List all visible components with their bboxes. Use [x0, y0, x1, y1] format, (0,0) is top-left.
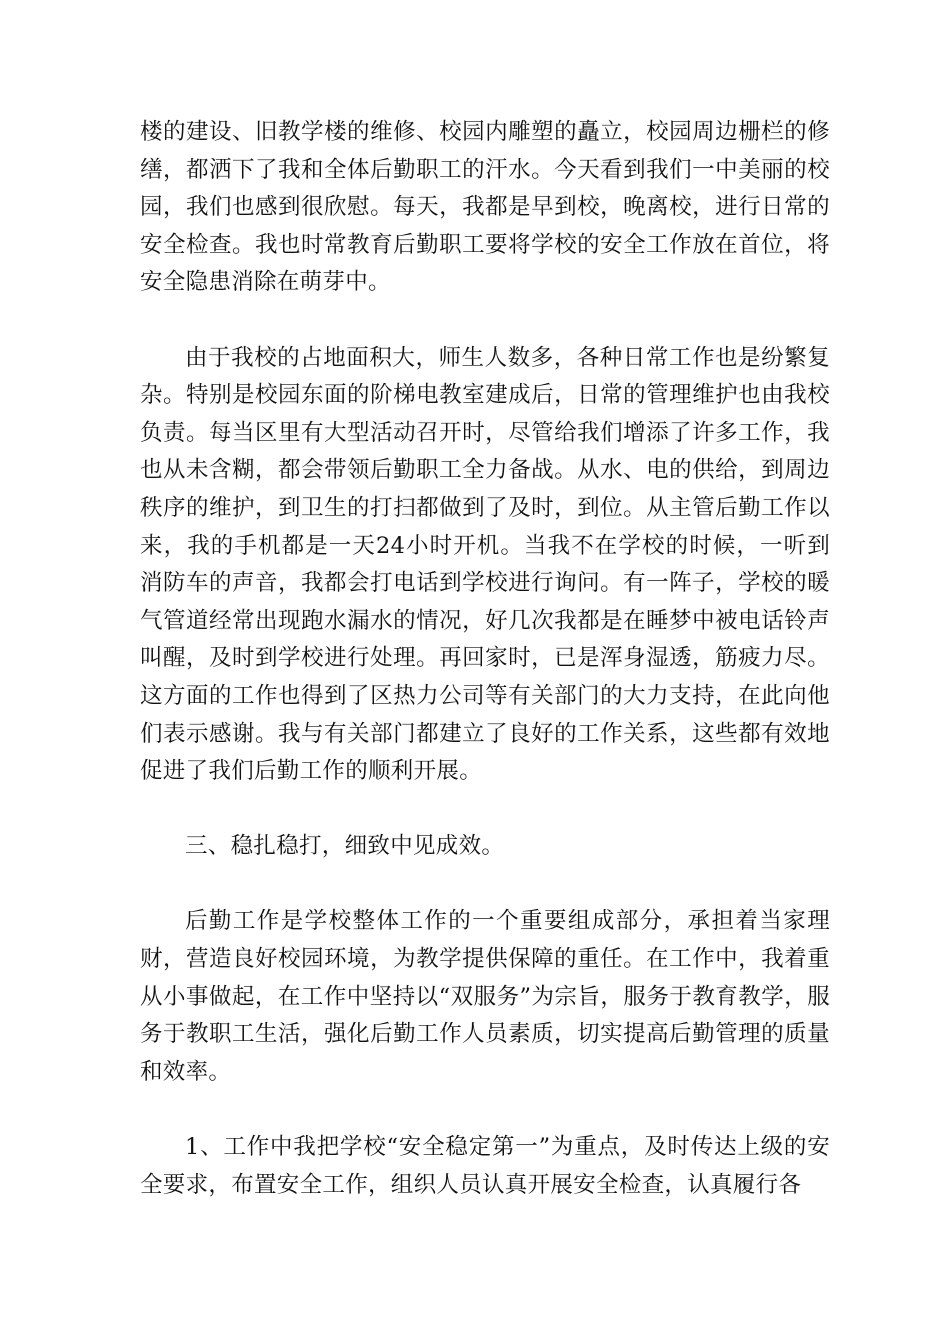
paragraph-safety-first: 1、工作中我把学校“安全稳定第一”为重点，及时传达上级的安全要求，布置安全工作，组织人员认真开展安全检查，认真履行各	[140, 1134, 830, 1198]
paragraph-daily-maintenance: 由于我校的占地面积大，师生人数多，各种日常工作也是纷繁复杂。特别是校园东面的阶梯电教室建成后，日常的管理维护也由我校负责。每当区里有大型活动召开时，尽管给我们增添了许多工作，我也从未含糊，都会带领后勤职工全力备战。从水、电的供给，到周边秩序的维护，到卫生的打扫都做到了及时，到位。从主管后勤工作以来，我的手机都是一天24小时开机。当我不在学校的时候，一听到消防车的声音，我都会打电话到学校进行询问。有一阵子，学校的暖气管道经常出现跑水漏水的情况，好几次我都是在睡梦中被电话铃声叫醒，及时到学校进行处理。再回家时，已是浑身湿透，筋疲力尽。这方面的工作也得到了区热力公司等有关部门的大力支持，在此向他们表示感谢。我与有关部门都建立了良好的工作关系，这些都有效地促进了我们后勤工作的顺利开展。	[140, 344, 830, 785]
section-heading-three: 三、稳扎稳打，细致中见成效。	[185, 833, 505, 860]
document-page	[140, 114, 830, 1242]
paragraph-logistics-role: 后勤工作是学校整体工作的一个重要组成部分，承担着当家理财，营造良好校园环境，为教学提供保障的重任。在工作中，我着重从小事做起，在工作中坚持以“双服务”为宗旨，服务于教育教学，服务于教职工生活，强化后勤工作人员素质，切实提高后勤管理的质量和效率。	[140, 908, 830, 1085]
paragraph-campus-construction: 楼的建设、旧教学楼的维修、校园内雕塑的矗立，校园周边栅栏的修缮，都洒下了我和全体后勤职工的汗水。今天看到我们一中美丽的校园，我们也感到很欣慰。每天，我都是早到校，晚离校，进行日常的安全检查。我也时常教育后勤职工要将学校的安全工作放在首位，将安全隐患消除在萌芽中。	[140, 119, 830, 296]
